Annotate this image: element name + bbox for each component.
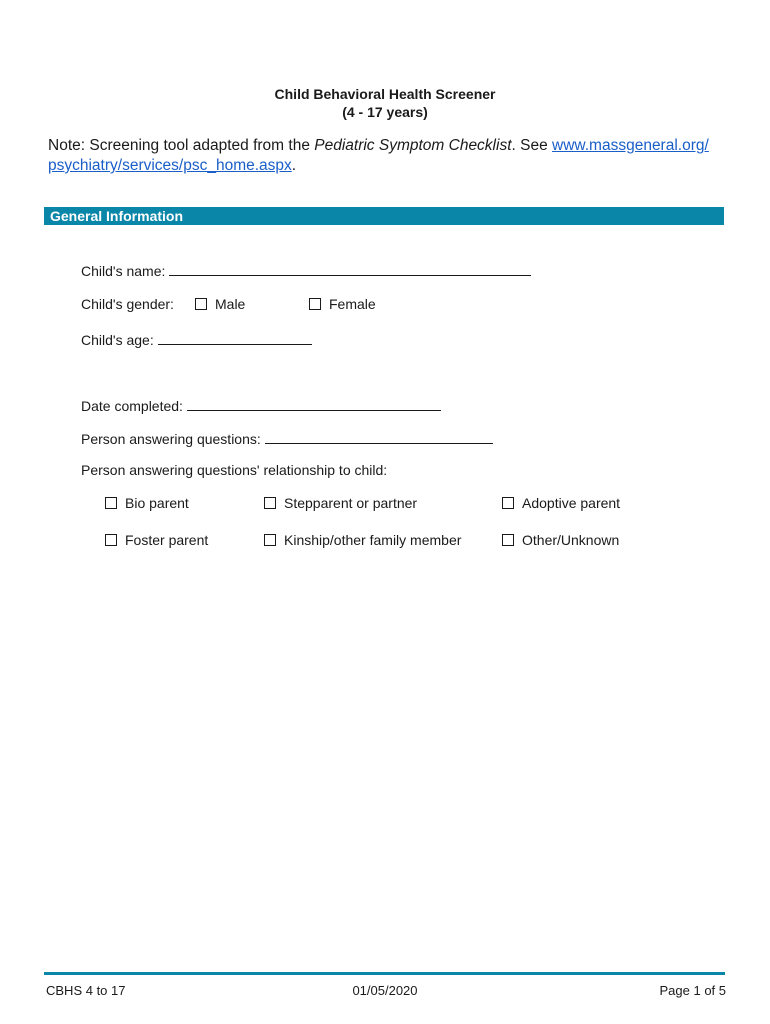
note-prefix: Note: Screening tool adapted from the: [48, 137, 315, 154]
bio-parent-label: Bio parent: [125, 495, 189, 511]
kinship-checkbox[interactable]: [264, 534, 276, 546]
female-checkbox[interactable]: [309, 298, 321, 310]
child-age-field[interactable]: [158, 331, 312, 345]
adoptive-parent-checkbox[interactable]: [502, 497, 514, 509]
stepparent-checkbox[interactable]: [264, 497, 276, 509]
option-stepparent[interactable]: [264, 495, 417, 511]
screening-note: [48, 136, 738, 176]
child-age-row: [81, 331, 312, 348]
bio-parent-checkbox[interactable]: [105, 497, 117, 509]
date-completed-label: Date completed:: [81, 398, 183, 414]
child-name-row: [81, 262, 531, 279]
child-gender-label: Child's gender:: [81, 296, 174, 312]
foster-parent-checkbox[interactable]: [105, 534, 117, 546]
note-suffix: .: [291, 157, 297, 174]
note-checklist-name: Pediatric Symptom Checklist: [314, 137, 512, 154]
gender-female-option[interactable]: [309, 296, 376, 312]
kinship-label: Kinship/other family member: [284, 532, 462, 548]
option-kinship[interactable]: [264, 532, 461, 548]
option-other-unknown[interactable]: [502, 532, 619, 548]
psc-link-part-1[interactable]: www.massgeneral.org/: [552, 137, 709, 154]
child-age-label: Child's age:: [81, 332, 154, 348]
date-completed-row: [81, 397, 441, 414]
document-title: Child Behavioral Health Screener: [274, 86, 496, 102]
footer-divider: [44, 972, 725, 975]
child-name-label: Child's name:: [81, 263, 166, 279]
footer-form-code: CBHS 4 to 17: [46, 983, 126, 998]
male-label: Male: [215, 296, 246, 312]
option-adoptive-parent[interactable]: [502, 495, 620, 511]
person-answering-field[interactable]: [265, 430, 493, 444]
option-bio-parent[interactable]: [105, 495, 189, 511]
child-name-field[interactable]: [169, 262, 531, 276]
footer-page-number: Page 1 of 5: [659, 983, 726, 998]
option-foster-parent[interactable]: [105, 532, 208, 548]
footer-date: 01/05/2020: [352, 983, 418, 998]
stepparent-label: Stepparent or partner: [284, 495, 418, 511]
document-subtitle: (4 - 17 years): [342, 104, 428, 120]
gender-male-option[interactable]: [195, 296, 245, 312]
person-answering-label: Person answering questions:: [81, 431, 261, 447]
section-header-general-information: [44, 207, 724, 225]
relationship-label: Person answering questions' relationship to child:: [81, 462, 388, 478]
other-unknown-label: Other/Unknown: [522, 532, 620, 548]
person-answering-row: [81, 430, 493, 447]
other-unknown-checkbox[interactable]: [502, 534, 514, 546]
female-label: Female: [329, 296, 376, 312]
adoptive-parent-label: Adoptive parent: [522, 495, 621, 511]
note-middle: . See: [511, 137, 553, 154]
date-completed-field[interactable]: [187, 397, 441, 411]
section-title: General Information: [50, 208, 184, 224]
psc-link-part-2[interactable]: psychiatry/services/psc_home.aspx: [48, 157, 292, 174]
foster-parent-label: Foster parent: [125, 532, 209, 548]
male-checkbox[interactable]: [195, 298, 207, 310]
